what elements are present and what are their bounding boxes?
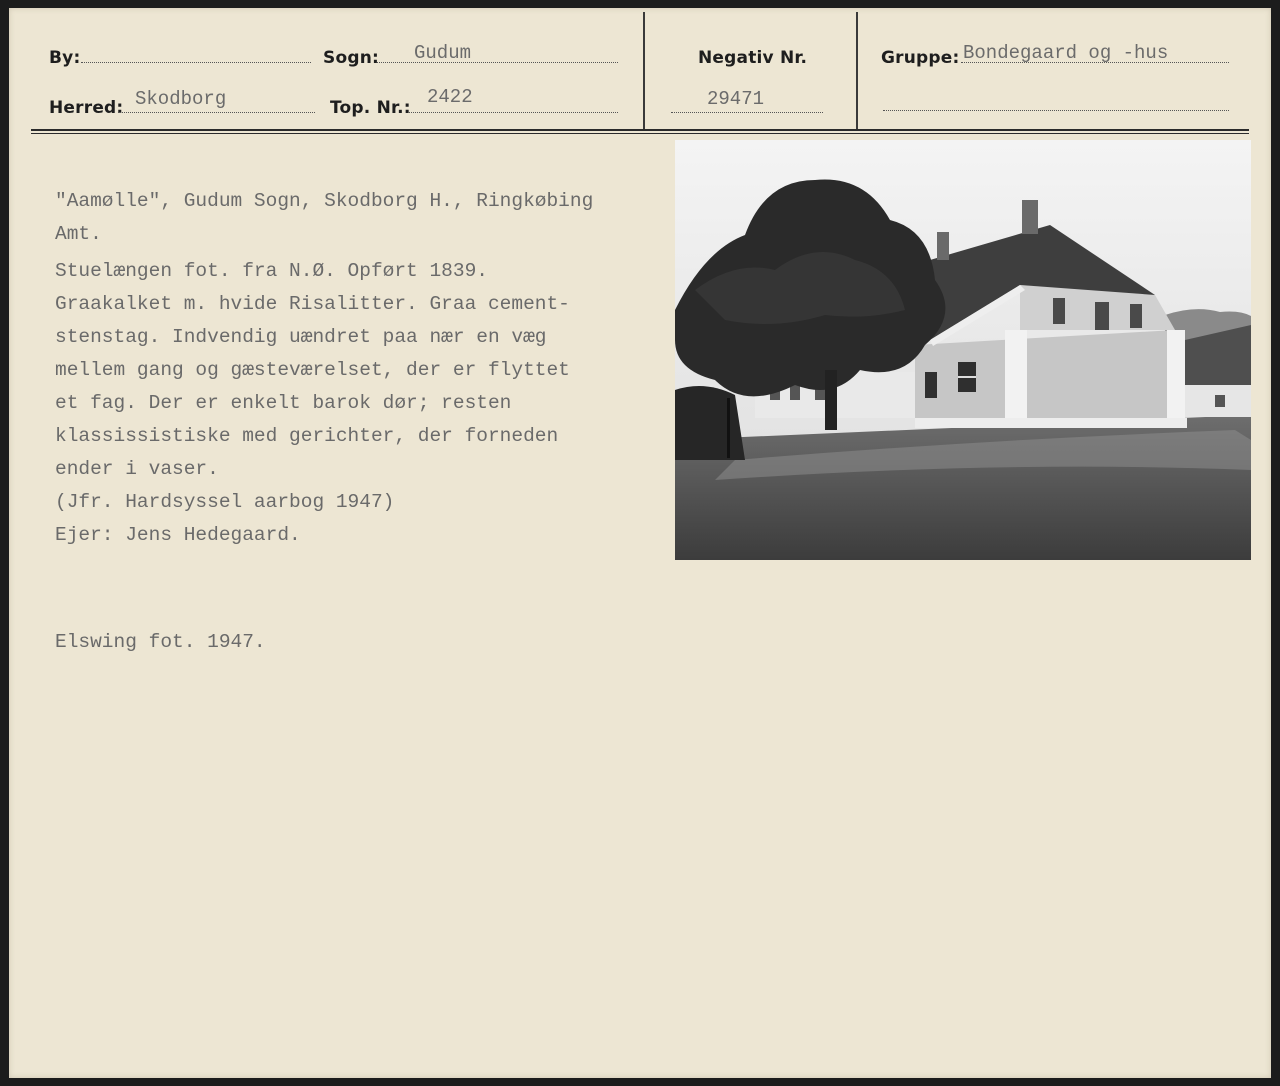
negativ-value: 29471 xyxy=(707,88,765,110)
description-block xyxy=(55,185,675,659)
sogn-value: Gudum xyxy=(414,42,472,64)
description-line: Graakalket m. hvide Risalitter. Graa cement- xyxy=(55,293,570,315)
description-line: Ejer: Jens Hedegaard. xyxy=(55,524,301,546)
negativ-dotted-line xyxy=(671,112,823,113)
top-nr-dotted-line xyxy=(409,112,618,113)
herred-label: Herred: xyxy=(49,98,124,118)
archive-card xyxy=(9,8,1271,1078)
gruppe-value: Bondegaard og -hus xyxy=(963,42,1169,64)
gruppe-dotted-line xyxy=(961,62,1229,63)
gruppe-dotted-line-2 xyxy=(883,110,1229,111)
description-line: Amt. xyxy=(55,223,102,245)
description-line: mellem gang og gæsteværelset, der er flyttet xyxy=(55,359,570,381)
photographer-credit: Elswing fot. 1947. xyxy=(55,631,266,653)
top-nr-value: 2422 xyxy=(427,86,473,108)
header-rule-bottom xyxy=(31,133,1249,134)
description-line: "Aamølle", Gudum Sogn, Skodborg H., Ringkøbing xyxy=(55,190,594,212)
description-line: et fag. Der er enkelt barok dør; resten xyxy=(55,392,512,414)
description-line: Stuelængen fot. fra N.Ø. Opført 1839. xyxy=(55,260,488,282)
description-line: klassissistiske med gerichter, der forneden xyxy=(55,425,559,447)
herred-value: Skodborg xyxy=(135,88,227,110)
herred-dotted-line xyxy=(119,112,315,113)
negativ-label: Negativ Nr. xyxy=(698,48,808,68)
sogn-dotted-line xyxy=(377,62,618,63)
header-divider-1 xyxy=(643,12,645,130)
header-divider-2 xyxy=(856,12,858,130)
by-label: By: xyxy=(49,48,81,68)
sogn-label: Sogn: xyxy=(323,48,379,68)
top-nr-label: Top. Nr.: xyxy=(330,98,411,118)
by-dotted-line xyxy=(81,62,311,63)
farmhouse-photo xyxy=(675,140,1251,560)
gruppe-label: Gruppe: xyxy=(881,48,960,68)
description-line: stenstag. Indvendig uændret paa nær en væg xyxy=(55,326,547,348)
description-line: ender i vaser. xyxy=(55,458,219,480)
header-rule-top xyxy=(31,129,1249,131)
description-line: (Jfr. Hardsyssel aarbog 1947) xyxy=(55,491,395,513)
